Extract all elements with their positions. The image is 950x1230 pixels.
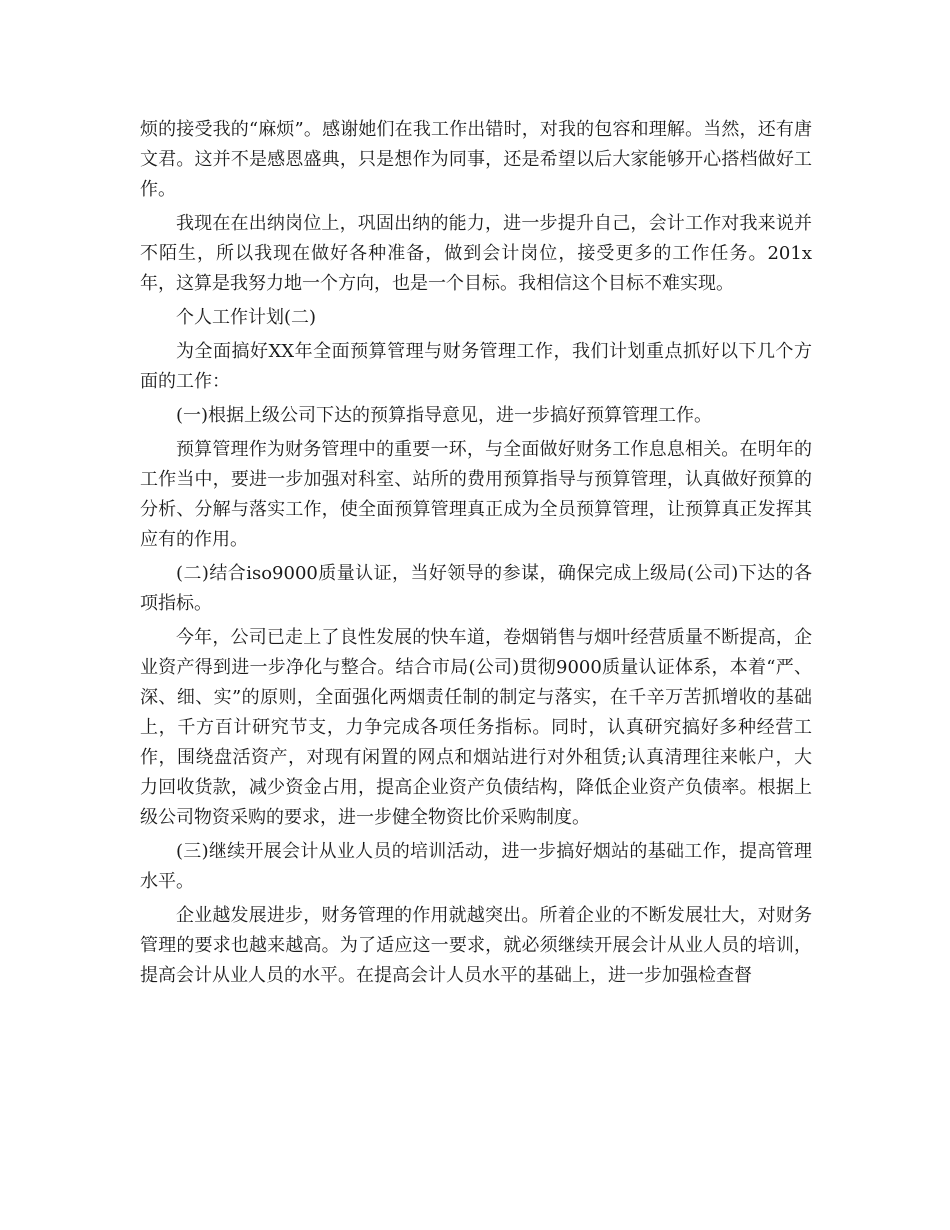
- paragraph-6: 企业越发展进步，财务管理的作用就越突出。所着企业的不断发展壮大，对财务管理的要求也越来越高。为了适应这一要求，就必须继续开展会计从业人员的培训，提高会计从业人员的水平。在提高会计人员水平的基础上，进一步加强检查督: [140, 905, 812, 986]
- paragraph-5: 今年，公司已走上了良性发展的快车道，卷烟销售与烟叶经营质量不断提高，企业资产得到进一步净化与整合。结合市局(公司)贯彻9000质量认证体系，本着“严、深、细、实”的原则，全面强化两烟责任制的制定与落实，在千辛万苦抓增收的基础上，千方百计研究节支，力争完成各项任务指标。同时，认真研究搞好多种经营工作，围绕盘活资产，对现有闲置的网点和烟站进行对外租赁;认真清理往来帐户，大力回收货款，减少资金占用，提高企业资产负债结构，降低企业资产负债率。根据上级公司物资采购的要求，进一步健全物资比价采购制度。: [140, 627, 812, 828]
- paragraph-3: 为全面搞好XX年全面预算管理与财务管理工作，我们计划重点抓好以下几个方面的工作：: [140, 341, 812, 392]
- document-body: [140, 115, 812, 995]
- subheading-3: (三)继续开展会计从业人员的培训活动，进一步搞好烟站的基础工作，提高管理水平。: [140, 841, 812, 892]
- paragraph-1: 烦的接受我的“麻烦”。感谢她们在我工作出错时，对我的包容和理解。当然，还有唐文君。这并不是感恩盛典，只是想作为同事，还是希望以后大家能够开心搭档做好工作。: [140, 119, 812, 200]
- section-heading-plan-2: 个人工作计划(二): [176, 307, 317, 328]
- subheading-1: (一)根据上级公司下达的预算指导意见，进一步搞好预算管理工作。: [176, 405, 713, 426]
- paragraph-4: 预算管理作为财务管理中的重要一环，与全面做好财务工作息息相关。在明年的工作当中，要进一步加强对科室、站所的费用预算指导与预算管理，认真做好预算的分析、分解与落实工作，使全面预算管理真正成为全员预算管理，让预算真正发挥其应有的作用。: [140, 439, 812, 550]
- paragraph-2: 我现在在出纳岗位上，巩固出纳的能力，进一步提升自己，会计工作对我来说并不陌生，所以我现在做好各种准备，做到会计岗位，接受更多的工作任务。201x年，这算是我努力地一个方向，也是一个目标。我相信这个目标不难实现。: [140, 213, 812, 294]
- subheading-2: (二)结合iso9000质量认证，当好领导的参谋，确保完成上级局(公司)下达的各项指标。: [140, 563, 812, 614]
